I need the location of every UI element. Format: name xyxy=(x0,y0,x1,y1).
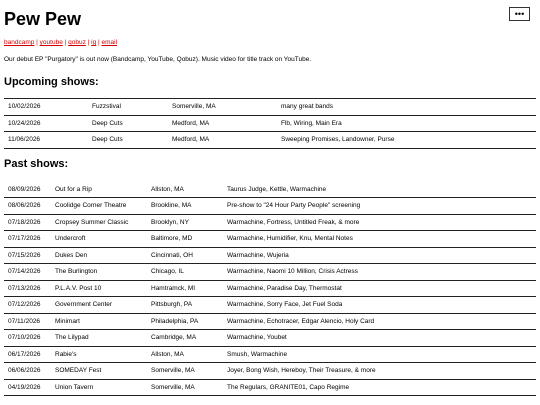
link-separator: | xyxy=(85,39,92,46)
table-row xyxy=(4,231,536,248)
link-bandcamp[interactable]: bandcamp xyxy=(4,39,35,46)
show-location: Hamtramck, MI xyxy=(147,280,223,297)
link-separator: | xyxy=(96,39,102,46)
show-location: Baltimore, MD xyxy=(147,231,223,248)
show-venue: Union Tavern xyxy=(51,379,147,396)
show-lineup: Joyer, Bong Wish, Hereboy, Their Treasure, & more xyxy=(223,363,536,380)
show-location: Somerville, MA xyxy=(147,363,223,380)
show-lineup: Pre-show to "24 Hour Party People" screening xyxy=(223,198,536,215)
show-lineup: Warmachine, Paradise Day, Thermostat xyxy=(223,280,536,297)
show-venue: SOMEDAY Fest xyxy=(51,363,147,380)
table-row xyxy=(4,297,536,314)
page-title: Pew Pew xyxy=(4,9,82,29)
table-row xyxy=(4,330,536,347)
show-venue: Cropsey Summer Classic xyxy=(51,214,147,231)
show-location: Philadelphia, PA xyxy=(147,313,223,330)
show-venue: The Lilypad xyxy=(51,330,147,347)
show-date: 07/11/2026 xyxy=(4,313,51,330)
show-lineup: many great bands xyxy=(277,99,536,116)
show-date: 07/12/2026 xyxy=(4,297,51,314)
table-row xyxy=(4,264,536,281)
show-date: 07/15/2026 xyxy=(4,247,51,264)
link-separator: | xyxy=(34,39,40,46)
show-location: Medford, MA xyxy=(168,132,277,149)
upcoming-shows-heading: Upcoming shows: xyxy=(4,76,99,88)
show-location: Cambridge, MA xyxy=(147,330,223,347)
show-venue: Coolidge Corner Theatre xyxy=(51,198,147,215)
show-location: Brooklyn, NY xyxy=(147,214,223,231)
table-row xyxy=(4,181,536,198)
show-venue: P.L.A.V. Post 10 xyxy=(51,280,147,297)
show-date: 06/17/2026 xyxy=(4,346,51,363)
show-venue: Dukes Den xyxy=(51,247,147,264)
show-lineup: Flb, Wiring, Main Era xyxy=(277,115,536,132)
table-row xyxy=(4,313,536,330)
show-lineup: Warmachine, Wujeria xyxy=(223,247,536,264)
show-date: 08/09/2026 xyxy=(4,181,51,198)
social-links xyxy=(4,38,117,47)
show-lineup: Taurus Judge, Kettle, Warmachine xyxy=(223,181,536,198)
table-row xyxy=(4,346,536,363)
show-lineup: Sweeping Promises, Landowner, Purse xyxy=(277,132,536,149)
show-venue: Deep Cuts xyxy=(88,132,168,149)
table-row xyxy=(4,115,536,132)
show-date: 10/02/2026 xyxy=(4,99,88,116)
table-row xyxy=(4,198,536,215)
show-location: Allston, MA xyxy=(147,346,223,363)
show-date: 06/06/2026 xyxy=(4,363,51,380)
show-date: 04/19/2026 xyxy=(4,379,51,396)
show-lineup: The Regulars, GRANITE01, Capo Regime xyxy=(223,379,536,396)
show-lineup: Warmachine, Youbet xyxy=(223,330,536,347)
show-lineup: Warmachine, Naomi 10 Million, Crisis Actress xyxy=(223,264,536,281)
link-youtube[interactable]: youtube xyxy=(39,39,63,46)
past-shows-heading: Past shows: xyxy=(4,158,69,170)
show-lineup: Warmachine, Humidifier, Knu, Mental Notes xyxy=(223,231,536,248)
table-row xyxy=(4,214,536,231)
show-venue: Fuzzstival xyxy=(88,99,168,116)
table-row xyxy=(4,99,536,116)
table-row xyxy=(4,379,536,396)
show-date: 10/24/2026 xyxy=(4,115,88,132)
show-date: 07/17/2026 xyxy=(4,231,51,248)
table-row xyxy=(4,363,536,380)
show-date: 07/18/2026 xyxy=(4,214,51,231)
show-location: Brookline, MA xyxy=(147,198,223,215)
show-date: 07/13/2026 xyxy=(4,280,51,297)
show-venue: Rabie's xyxy=(51,346,147,363)
show-location: Pittsburgh, PA xyxy=(147,297,223,314)
show-lineup: Warmachine, Echotracer, Edgar Alencio, Holy Card xyxy=(223,313,536,330)
link-separator: | xyxy=(62,39,69,46)
intro-text: Our debut EP "Purgatory" is out now (Bandcamp, YouTube, Qobuz). Music video for title track on YouTube. xyxy=(4,56,312,63)
show-date: 11/06/2026 xyxy=(4,132,88,149)
link-ig[interactable]: ig xyxy=(91,39,97,46)
show-lineup: Warmachine, Sorry Face, Jet Fuel Soda xyxy=(223,297,536,314)
table-row xyxy=(4,280,536,297)
table-row xyxy=(4,132,536,149)
table-row xyxy=(4,247,536,264)
show-venue: The Burlington xyxy=(51,264,147,281)
show-venue: Out for a Rip xyxy=(51,181,147,198)
past-shows-table xyxy=(4,181,536,396)
link-email[interactable]: email xyxy=(101,39,118,46)
show-location: Allston, MA xyxy=(147,181,223,198)
show-location: Somerville, MA xyxy=(168,99,277,116)
show-venue: Government Center xyxy=(51,297,147,314)
show-date: 07/14/2026 xyxy=(4,264,51,281)
show-location: Chicago, IL xyxy=(147,264,223,281)
show-date: 08/06/2026 xyxy=(4,198,51,215)
show-venue: Minimart xyxy=(51,313,147,330)
show-lineup: Warmachine, Fortress, Untitled Freak, & more xyxy=(223,214,536,231)
show-location: Somerville, MA xyxy=(147,379,223,396)
menu-button[interactable]: ••• xyxy=(509,7,530,21)
show-location: Medford, MA xyxy=(168,115,277,132)
upcoming-shows-table xyxy=(4,98,536,149)
link-qobuz[interactable]: qobuz xyxy=(68,39,86,46)
show-location: Cincinnati, OH xyxy=(147,247,223,264)
show-venue: Undercroft xyxy=(51,231,147,248)
show-date: 07/10/2026 xyxy=(4,330,51,347)
show-venue: Deep Cuts xyxy=(88,115,168,132)
show-lineup: Smush, Warmachine xyxy=(223,346,536,363)
